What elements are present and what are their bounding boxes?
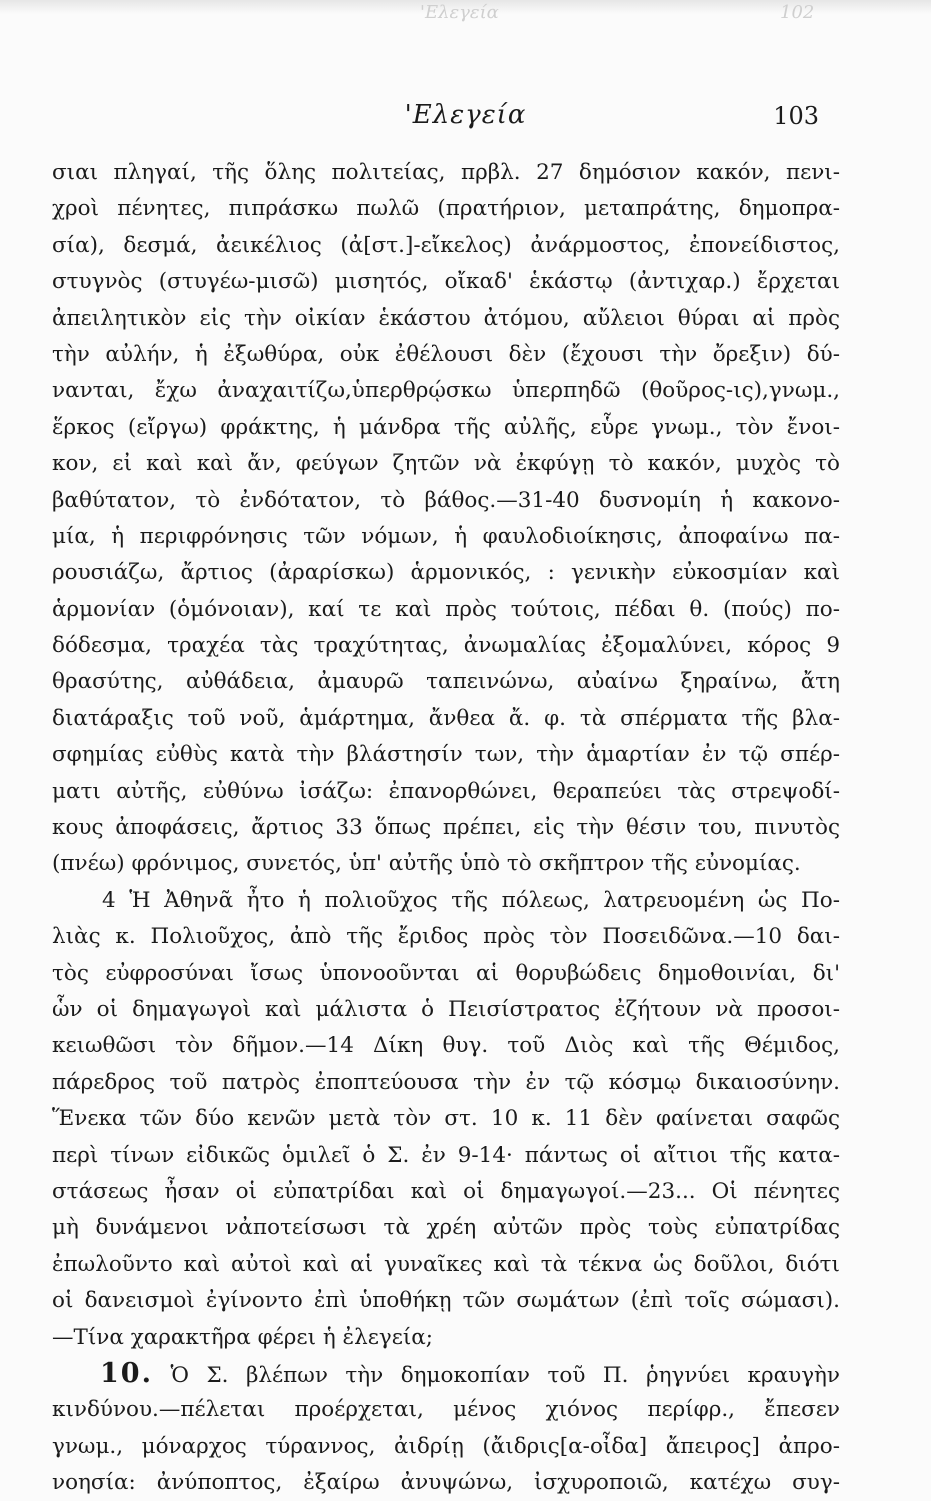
- text-line: μία, ἡ περιφρόνησις τῶν νόμων, ἡ φαυλοδιοίκησις, ἀποφαίνω πα-: [52, 523, 840, 549]
- text-line: κινδύνου.—πέλεται προέρχεται, μένος χιόνος περίφρ., ἔπεσεν: [52, 1397, 840, 1423]
- text-line: στάσεως ἦσαν οἱ εὐπατρίδαι καὶ οἱ δημαγωγοί.—23... Οἱ πένητες: [52, 1178, 840, 1204]
- page-header: [0, 100, 931, 140]
- section-text: Ὁ Σ. βλέπων τὴν δημοκοπίαν τοῦ Π. ῥηγνύει κραυγὴν: [170, 1362, 840, 1388]
- text-line: θρασύτης, αὐθάδεια, ἀμαυρῶ ταπεινώνω, αὐαίνω ξηραίνω, ἄτη: [52, 669, 840, 695]
- text-line: ἁρμονίαν (ὁμόνοιαν), καί τε καὶ πρὸς τούτοις, πέδαι θ. (πούς) πο-: [52, 596, 840, 622]
- text-line: σφημίας εὐθὺς κατὰ τὴν βλάστησίν των, τὴν ἁμαρτίαν ἐν τῷ σπέρ-: [52, 742, 840, 768]
- text-line: λιὰς κ. Πολιοῦχος, ἀπὸ τῆς ἔριδος πρὸς τὸν Ποσειδῶνα.—10 δαι-: [52, 924, 840, 950]
- text-line: στυγνὸς (στυγέω-μισῶ) μισητός, οἴκαδ' ἑκάστῳ (ἀντιχαρ.) ἔρχεται: [52, 269, 840, 295]
- text-line: νοησία: ἀνύποπτος, ἐξαίρω ἀνυψώνω, ἰσχυροποιῶ, κατέχω συγ-: [52, 1470, 840, 1496]
- bleed-title: 'Ελεγεία: [420, 2, 499, 23]
- commentary-text: [52, 155, 840, 1501]
- bleed-page-number: 102: [780, 2, 815, 23]
- text-line: Ἕνεκα τῶν δύο κενῶν μετὰ τὸν στ. 10 κ. 11 δὲν φαίνεται σαφῶς: [52, 1106, 840, 1132]
- previous-page-bleed: [0, 0, 931, 23]
- text-line: (πνέω) φρόνιμος, συνετός, ὑπ' αὐτῆς ὑπὸ τὸ σκῆπτρον τῆς εὐνομίας.: [52, 851, 801, 877]
- text-line: σία), δεσμά, ἀεικέλιος (ἀ[στ.]-εἴκελος) ἀνάρμοστος, ἐπονείδιστος,: [52, 232, 840, 258]
- text-line: κον, εἰ καὶ καὶ ἄν, φεύγων ζητῶν νὰ ἐκφύγῃ τὸ κακόν, μυχὸς τὸ: [52, 451, 840, 477]
- text-line: ἀπειλητικὸν εἰς τὴν οἰκίαν ἑκάστου ἀτόμου, αὔλειοι θύραι αἱ πρὸς: [52, 305, 840, 331]
- text-line: κους ἀποφάσεις, ἄρτιος 33 ὅπως πρέπει, εἰς τὴν θέσιν του, πινυτὸς: [52, 815, 840, 841]
- text-line: βαθύτατον, τὸ ἐνδότατον, τὸ βάθος.—31-40 δυσνομίη ἡ κακονο-: [52, 487, 840, 513]
- text-line: χροὶ πένητες, πιπράσκω πωλῶ (πρατήριον, μεταπράτης, δημοπρα-: [52, 196, 840, 222]
- text-line: δόδεσμα, τραχέα τὰς τραχύτητας, ἀνωμαλίας ἐξομαλύνει, κόρος 9: [52, 633, 840, 659]
- text-line: νανται, ἔχω ἀναχαιτίζω,ὑπερθρῴσκω ὑπερπηδῶ (θοῦρος-ις),γνωμ.,: [52, 378, 840, 404]
- text-line: οἱ δανεισμοὶ ἐγίνοντο ἐπὶ ὑποθήκῃ τῶν σωμάτων (ἐπὶ τοῖς σώμασι).: [52, 1288, 840, 1314]
- page-number: 103: [773, 102, 819, 130]
- text-line: ρουσιάζω, ἄρτιος (ἀραρίσκω) ἁρμονικός, : γενικὴν εὐκοσμίαν καὶ: [52, 560, 840, 586]
- text-line: περὶ τίνων εἰδικῶς ὁμιλεῖ ὁ Σ. ἐν 9-14· πάντως οἱ αἴτιοι τῆς κατα-: [52, 1142, 840, 1168]
- text-line: σιαι πληγαί, τῆς ὅλης πολιτείας, πρβλ. 27 δημόσιον κακόν, πενι-: [52, 160, 840, 185]
- text-line: ματι αὐτῆς, εὐθύνω ἰσάζω: ἐπανορθώνει, θεραπεύει τὰς στρεψοδί-: [52, 778, 840, 804]
- text-line: 4 Ἡ Ἀθηνᾶ ἦτο ἡ πολιοῦχος τῆς πόλεως, λατρευομένη ὡς Πο-: [102, 887, 840, 913]
- text-line: —Τίνα χαρακτῆρα φέρει ἡ ἐλεγεία;: [52, 1324, 434, 1350]
- text-line: [52, 1356, 840, 1392]
- text-line: τὸς εὐφροσύναι ἴσως ὑπονοοῦνται αἱ θορυβώδεις δημοθοινίαι, δι': [52, 960, 840, 986]
- text-line: μὴ δυνάμενοι νἀποτείσωσι τὰ χρέη αὐτῶν πρὸς τοὺς εὐπατρίδας: [52, 1215, 840, 1241]
- text-line: διατάραξις τοῦ νοῦ, ἁμάρτημα, ἄνθεα ἄ. φ. τὰ σπέρματα τῆς βλα-: [52, 705, 840, 731]
- section-number: 10.: [100, 1357, 153, 1389]
- text-line: τὴν αὐλήν, ἡ ἐξωθύρα, οὐκ ἐθέλουσι δὲν (ἔχουσι τὴν ὄρεξιν) δύ-: [52, 341, 840, 367]
- text-line: ἕρκος (εἴργω) φράκτης, ἡ μάνδρα τῆς αὐλῆς, εὗρε γνωμ., τὸν ἔνοι-: [52, 414, 840, 440]
- running-title: 'Ελεγεία: [404, 100, 527, 130]
- text-line: ὧν οἱ δημαγωγοὶ καὶ μάλιστα ὁ Πεισίστρατος ἐζήτουν νὰ προσοι-: [52, 996, 840, 1022]
- text-line: γνωμ., μόναρχος τύραννος, ἀιδρίῃ (ἄιδρις[α-οἶδα] ἄπειρος] ἀπρο-: [52, 1433, 840, 1459]
- text-line: πάρεδρος τοῦ πατρὸς ἐποπτεύουσα τὴν ἐν τῷ κόσμῳ δικαιοσύνην.: [52, 1069, 840, 1095]
- text-line: ἐπωλοῦντο καὶ αὐτοὶ καὶ αἱ γυναῖκες καὶ τὰ τέκνα ὡς δοῦλοι, διότι: [52, 1251, 840, 1277]
- text-line: κειωθῶσι τὸν δῆμον.—14 Δίκη θυγ. τοῦ Διὸς καὶ τῆς Θέμιδος,: [52, 1033, 840, 1059]
